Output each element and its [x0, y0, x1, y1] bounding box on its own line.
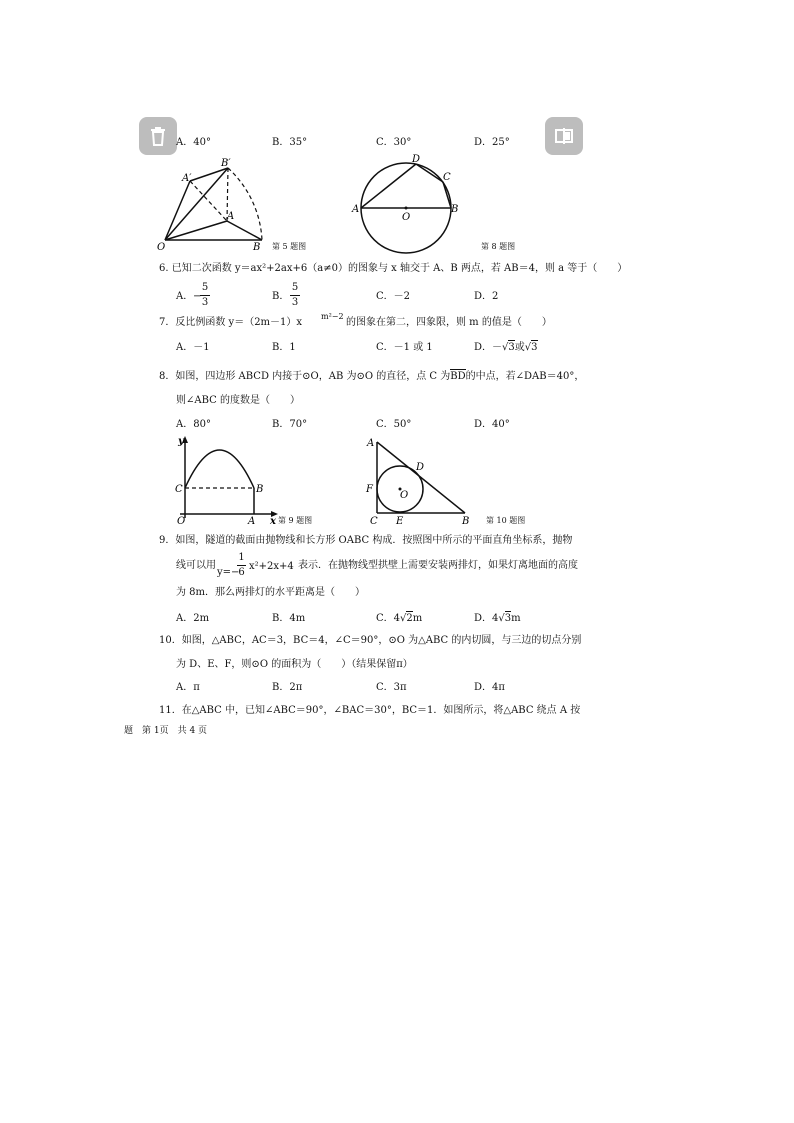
- q8-arc-bd: BD: [450, 371, 466, 382]
- q9-option-c: [376, 614, 422, 624]
- q10-option-b: B．2π: [272, 682, 303, 693]
- q7-option-d-r2: 3: [531, 342, 538, 353]
- q7-option-d-r1: 3: [508, 342, 515, 353]
- q6-option-a-fraction: [200, 283, 210, 308]
- q8-line2: 则∠ABC 的度数是（ ）: [176, 395, 300, 406]
- q10-line1: 10．如图，△ABC，AC＝3，BC＝4，∠C＝90°，⊙O 为△ABC 的内切圆，与三边的切点分别: [159, 635, 582, 646]
- q6-text: 6. 已知二次函数 y＝ax²+2ax+6（a≠0）的图象与 x 轴交于 A、B 两点，若 AB＝4，则 a 等于（ ）: [159, 263, 628, 274]
- q6-option-a-label: A．: [176, 291, 194, 302]
- q9-eq-post: x²+2x+4: [249, 561, 294, 572]
- fig9-caption: 第 9 题图: [278, 516, 313, 525]
- q6-option-b-num: 5: [291, 282, 299, 293]
- q9-line3: 为 8m．那么两排灯的水平距离是（ ）: [176, 587, 366, 598]
- fig9-label-a: A: [248, 516, 256, 527]
- fig8-label-a: A: [352, 204, 360, 215]
- q9-line2-b: 表示．在抛物线型拱壁上需要安装两排灯，如果灯离地面的高度: [298, 560, 578, 571]
- q5-option-b: B．35°: [272, 137, 308, 148]
- figure-8: [350, 150, 470, 254]
- q9-eq-pre: y=−: [217, 567, 240, 578]
- fig10-caption: 第 10 题图: [486, 516, 526, 525]
- fig8-label-d: D: [412, 154, 421, 165]
- q7-exponent: m²−2: [321, 312, 344, 321]
- q8-line1: [159, 372, 584, 382]
- fig5-label-a: A: [227, 211, 235, 222]
- q9-option-d: [474, 614, 521, 624]
- fig10-label-b: B: [462, 516, 470, 527]
- q9-eq-den: 6: [238, 567, 245, 578]
- fig9-label-x: x: [270, 516, 276, 527]
- q9-option-c-r: 2: [406, 613, 413, 624]
- q9-option-a: A．2m: [176, 613, 210, 624]
- q9-option-b: B．4m: [272, 613, 306, 624]
- q7-option-d: [474, 343, 538, 353]
- fig8-label-c: C: [443, 172, 451, 183]
- q11-line1: 11．在△ABC 中，已知∠ABC＝90°，∠BAC＝30°，BC＝1．如图所示，将△ABC 绕点 A 按: [159, 705, 581, 716]
- figure-5: [155, 155, 325, 255]
- q7-text-a: 7．反比例函数 y＝（2m－1）x: [159, 317, 303, 328]
- q7-option-a: A．－1: [176, 342, 210, 353]
- q8-option-b: B．70°: [272, 419, 308, 430]
- q9-option-c-a: C．4√: [376, 613, 407, 624]
- q9-line1: 9．如图，隧道的截面由抛物线和长方形 OABC 构成．按照图中所示的平面直角坐标系，抛物: [159, 535, 573, 546]
- q10-option-d: D．4π: [474, 682, 505, 693]
- fig10-label-d: D: [416, 462, 425, 473]
- fig9-label-o: O: [177, 516, 186, 527]
- q5-option-a: A．40°: [176, 137, 211, 148]
- q9-eq-num: 1: [238, 552, 245, 563]
- q8-line1-b: 的中点，若∠DAB＝40°，: [465, 371, 585, 382]
- fig10-label-f: F: [366, 484, 373, 495]
- q9-option-d-a: D．4√: [474, 613, 505, 624]
- fig5-label-o: O: [157, 242, 166, 253]
- fig8-label-o: O: [402, 212, 411, 223]
- q9-eq-fraction: [237, 553, 246, 578]
- q5-option-d: D．25°: [474, 137, 510, 148]
- fig9-label-c: C: [175, 484, 183, 495]
- q8-option-d: D．40°: [474, 419, 510, 430]
- flip-icon: [553, 125, 575, 147]
- q7-option-c: C．－1 或 1: [376, 342, 433, 353]
- q9-option-d-b: m: [511, 613, 521, 624]
- fig10-label-a: A: [367, 438, 375, 449]
- q7-option-d-b: 或√: [514, 342, 532, 353]
- fig5-caption: 第 5 题图: [272, 242, 307, 251]
- q7-option-d-a: D．－√: [474, 342, 509, 353]
- fig9-label-b: B: [256, 484, 264, 495]
- q10-option-c: C．3π: [376, 682, 407, 693]
- fig10-label-e: E: [396, 516, 404, 527]
- q6-option-b-den: 3: [291, 297, 299, 308]
- figure-10: [362, 432, 482, 528]
- q6-option-a-num: 5: [201, 282, 209, 293]
- fig10-label-o: O: [400, 490, 409, 501]
- delete-button[interactable]: [139, 117, 177, 155]
- q6-option-c: C．－2: [376, 291, 411, 302]
- fig10-label-c: C: [370, 516, 378, 527]
- q6-option-b-label: B．: [272, 291, 290, 302]
- fig9-label-y: y: [178, 436, 184, 447]
- q6-option-b-fraction: [290, 283, 300, 308]
- q6-option-a-sign: −: [193, 291, 202, 302]
- q8-option-c: C．50°: [376, 419, 412, 430]
- q5-option-c: C．30°: [376, 137, 412, 148]
- q9-line2-a: 线可以用: [176, 560, 216, 571]
- trash-icon: [147, 125, 169, 147]
- q6-option-a-den: 3: [201, 297, 209, 308]
- fig8-label-b: B: [451, 204, 459, 215]
- figure-9: [170, 432, 285, 527]
- fig8-caption: 第 8 题图: [481, 242, 516, 251]
- q7-option-b: B．1: [272, 342, 296, 353]
- fig5-label-b: B: [253, 242, 261, 253]
- q10-option-a: A．π: [176, 682, 200, 693]
- q9-option-c-b: m: [412, 613, 423, 624]
- fig5-label-b-prime: B′: [221, 158, 231, 169]
- q8-option-a: A．80°: [176, 419, 211, 430]
- flip-button[interactable]: [545, 117, 583, 155]
- q6-option-d: D．2: [474, 291, 499, 302]
- q9-option-d-r: 3: [504, 613, 512, 624]
- page-footer: 题 第 1页 共 4 页: [124, 726, 208, 736]
- fig5-label-a-prime: A′: [182, 173, 192, 184]
- q10-line2: 为 D、E、F，则⊙O 的面积为（ ）（结果保留π）: [176, 659, 413, 670]
- q8-line1-a: 8．如图，四边形 ABCD 内接于⊙O，AB 为⊙O 的直径，点 C 为: [159, 371, 451, 382]
- q7-text-b: 的图象在第二，四象限，则 m 的值是（ ）: [346, 317, 552, 328]
